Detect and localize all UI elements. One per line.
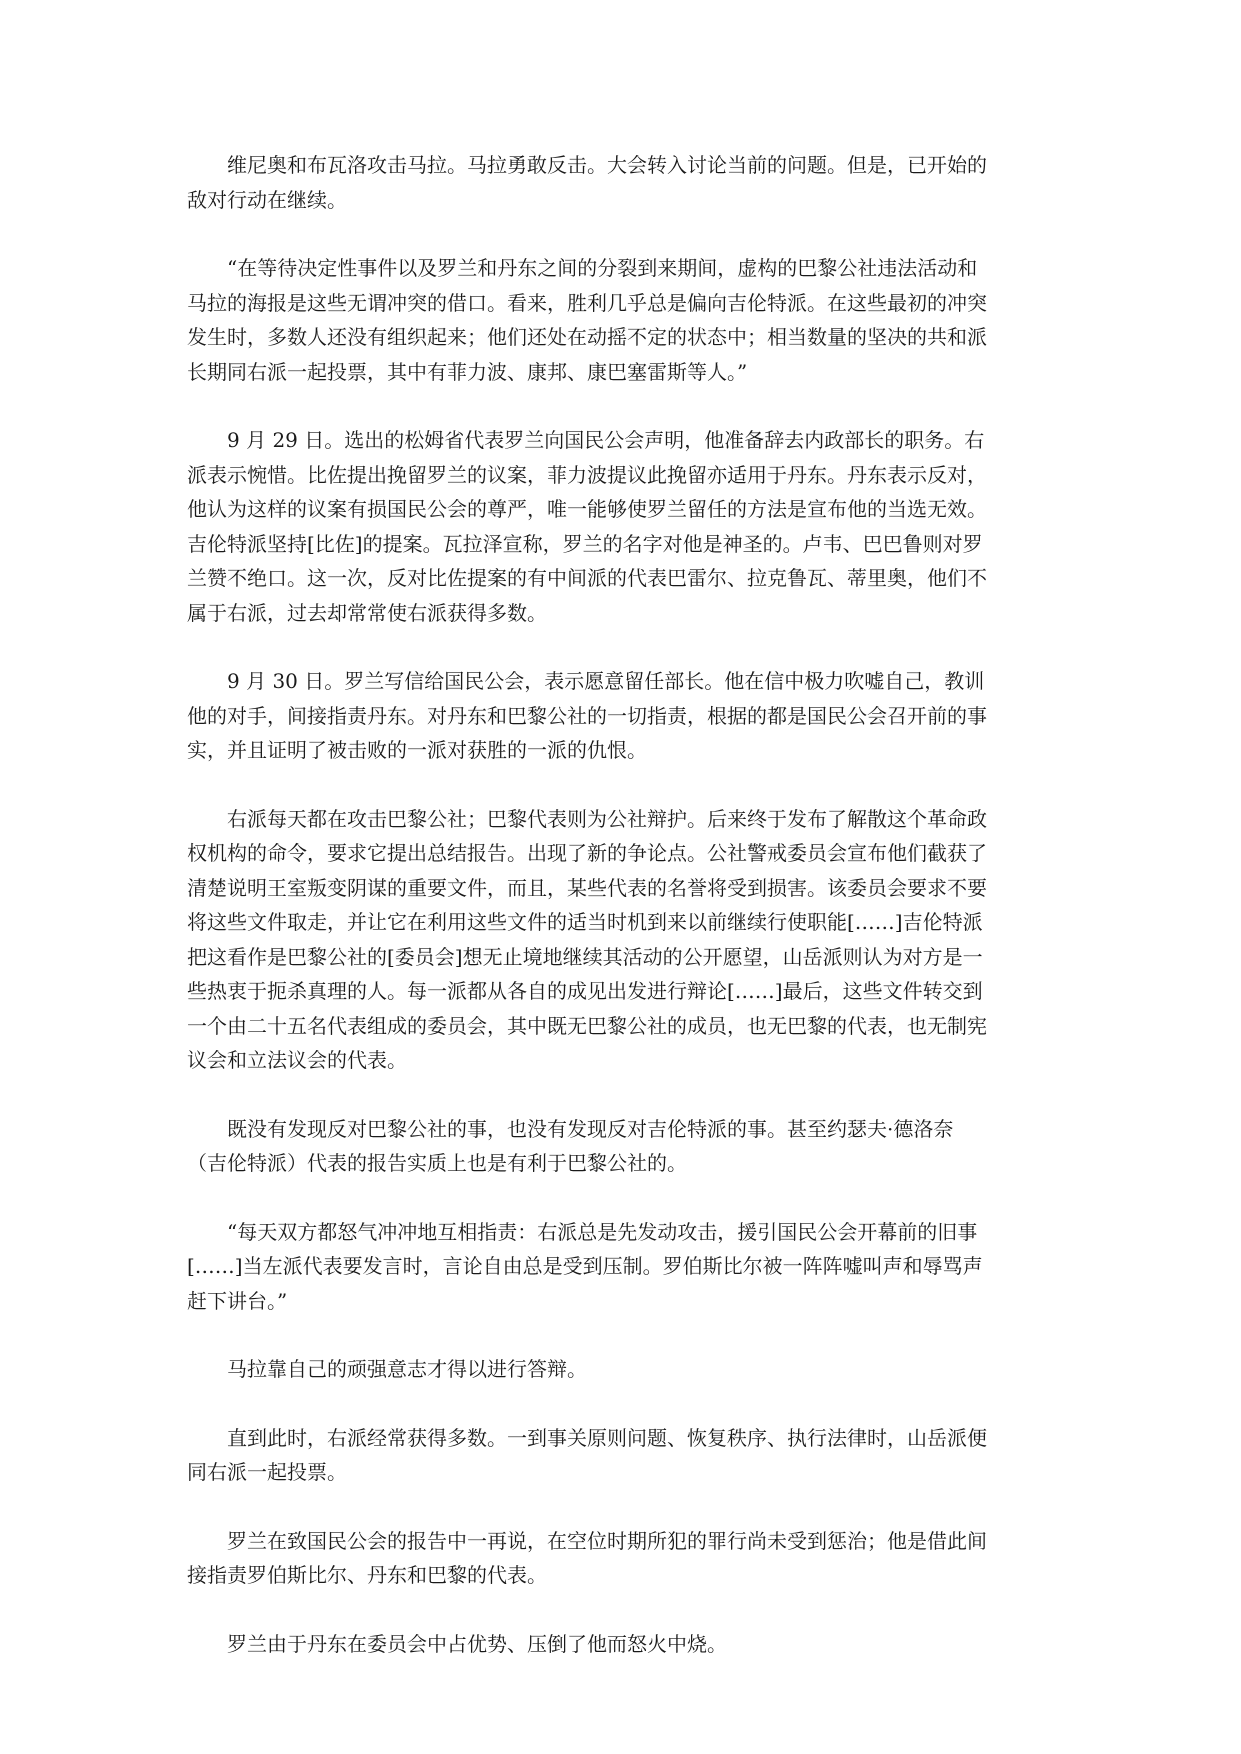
text-line: 长期同右派一起投票，其中有菲力波、康邦、康巴塞雷斯等人。”: [187, 359, 748, 384]
text-line: 9 月 29 日。选出的松姆省代表罗兰向国民公会声明，他准备辞去内政部长的职务。右: [227, 428, 985, 452]
text-line: 一个由二十五名代表组成的委员会，其中既无巴黎公社的成员，也无巴黎的代表，也无制宪: [187, 1013, 987, 1038]
paragraph: [187, 1215, 1067, 1319]
text-line: 赶下讲台。”: [187, 1288, 288, 1313]
text-line: 既没有发现反对巴黎公社的事，也没有发现反对吉伦特派的事。甚至约瑟夫·德洛奈: [227, 1116, 954, 1141]
text-line: 把这看作是巴黎公社的[委员会]想无止境地继续其活动的公开愿望，山岳派则认为对方是一: [187, 944, 983, 969]
text-line: 权机构的命令，要求它提出总结报告。出现了新的争论点。公社警戒委员会宣布他们截获了: [187, 841, 987, 865]
paragraph: [187, 1352, 1067, 1387]
text-line: 派表示惋惜。比佐提出挽留罗兰的议案，菲力波提议此挽留亦适用于丹东。丹东表示反对，: [187, 462, 987, 487]
text-line: 清楚说明王室叛变阴谋的重要文件，而且，某些代表的名誉将受到损害。该委员会要求不要: [187, 875, 987, 900]
text-line: 将这些文件取走，并让它在利用这些文件的适当时机到来以前继续行使职能[……]吉伦特派: [187, 910, 983, 934]
text-line: 维尼奥和布瓦洛攻击马拉。马拉勇敢反击。大会转入讨论当前的问题。但是，已开始的: [227, 153, 987, 177]
text-line: 接指责罗伯斯比尔、丹东和巴黎的代表。: [187, 1563, 547, 1587]
text-line: （吉伦特派）代表的报告实质上也是有利于巴黎公社的。: [187, 1151, 687, 1175]
paragraph: [187, 664, 1067, 768]
text-line: 属于右派，过去却常常使右派获得多数。: [187, 600, 547, 625]
document-body: [187, 148, 1067, 1695]
text-line: “在等待决定性事件以及罗兰和丹东之间的分裂到来期间，虚构的巴黎公社违法活动和: [227, 256, 978, 280]
text-line: “每天双方都怒气冲冲地互相指责：右派总是先发动攻击，援引国民公会开幕前的旧事: [227, 1219, 978, 1244]
paragraph: [187, 1421, 1067, 1490]
text-line: 罗兰由于丹东在委员会中占优势、压倒了他而怒火中烧。: [227, 1631, 727, 1656]
paragraph: [187, 148, 1067, 217]
paragraph: [187, 1524, 1067, 1593]
text-line: 议会和立法议会的代表。: [187, 1048, 407, 1072]
paragraph: [187, 423, 1067, 630]
paragraph: [187, 251, 1067, 389]
text-line: 罗兰在致国民公会的报告中一再说，在空位时期所犯的罪行尚未受到惩治；他是借此间: [227, 1528, 987, 1553]
paragraph: [187, 802, 1067, 1078]
text-line: 同右派一起投票。: [187, 1460, 347, 1484]
text-line: 实，并且证明了被击败的一派对获胜的一派的仇恨。: [187, 738, 647, 762]
text-line: 发生时，多数人还没有组织起来；他们还处在动摇不定的状态中；相当数量的坚决的共和派: [187, 325, 987, 349]
text-line: 敌对行动在继续。: [187, 187, 347, 212]
text-line: 他认为这样的议案有损国民公会的尊严，唯一能够使罗兰留任的方法是宣布他的当选无效。: [187, 497, 987, 521]
text-line: 兰赞不绝口。这一次，反对比佐提案的有中间派的代表巴雷尔、拉克鲁瓦、蒂里奥，他们不: [187, 566, 987, 590]
text-line: [……]当左派代表要发言时，言论自由总是受到压制。罗伯斯比尔被一阵阵嘘叫声和辱骂声: [187, 1254, 983, 1278]
text-line: 9 月 30 日。罗兰写信给国民公会，表示愿意留任部长。他在信中极力吹嘘自己，教训: [227, 669, 985, 693]
text-line: 直到此时，右派经常获得多数。一到事关原则问题、恢复秩序、执行法律时，山岳派便: [227, 1425, 987, 1450]
text-line: 马拉靠自己的顽强意志才得以进行答辩。: [227, 1357, 587, 1381]
text-line: 些热衷于扼杀真理的人。每一派都从各自的成见出发进行辩论[……]最后，这些文件转交到: [187, 979, 983, 1003]
text-line: 右派每天都在攻击巴黎公社；巴黎代表则为公社辩护。后来终于发布了解散这个革命政: [227, 806, 987, 831]
paragraph: [187, 1627, 1067, 1662]
text-line: 吉伦特派坚持[比佐]的提案。瓦拉泽宣称，罗兰的名字对他是神圣的。卢韦、巴巴鲁则对罗: [187, 531, 983, 556]
paragraph: [187, 1112, 1067, 1181]
text-line: 他的对手，间接指责丹东。对丹东和巴黎公社的一切指责，根据的都是国民公会召开前的事: [187, 703, 987, 728]
text-line: 马拉的海报是这些无谓冲突的借口。看来，胜利几乎总是偏向吉伦特派。在这些最初的冲突: [187, 290, 987, 315]
